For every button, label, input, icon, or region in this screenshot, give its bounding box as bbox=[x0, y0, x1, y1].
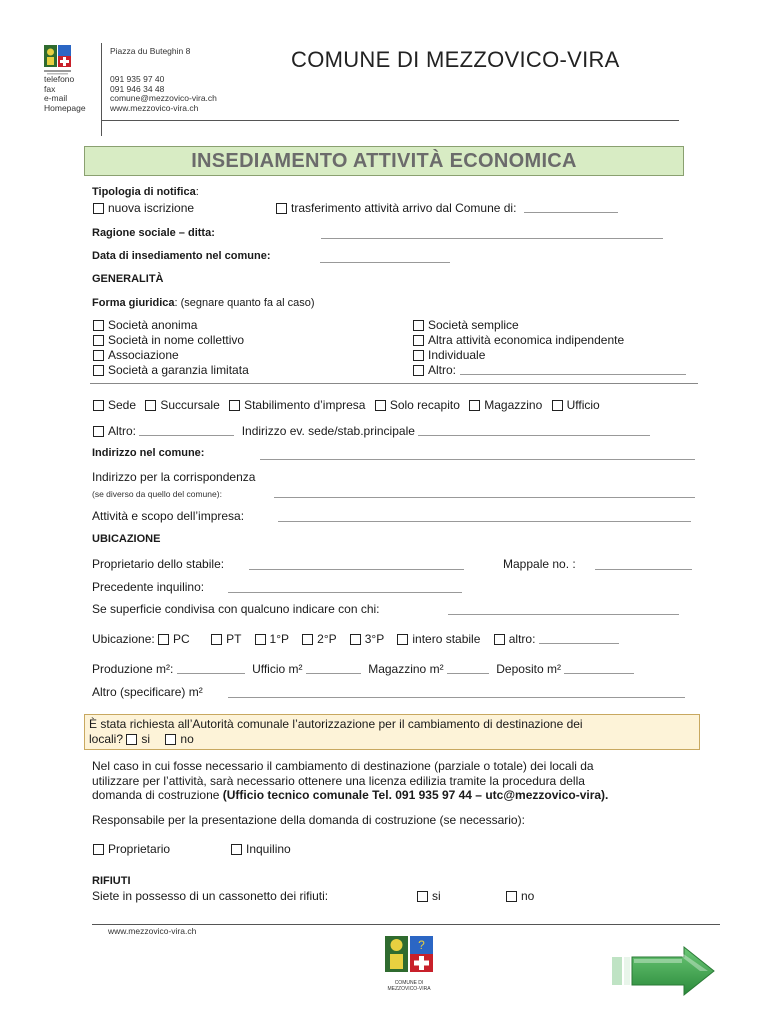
attivita-label: Attività e scopo dell’impresa: bbox=[92, 509, 245, 523]
header-logo bbox=[43, 44, 73, 76]
value-email[interactable]: comune@mezzovico-vira.ch bbox=[110, 93, 217, 103]
rifiuti-heading: RIFIUTI bbox=[92, 875, 131, 887]
magazzino-mq-label: Magazzino m² bbox=[368, 662, 444, 676]
altro-forma-field[interactable] bbox=[460, 373, 686, 375]
option-inquilino: Inquilino bbox=[246, 842, 291, 856]
footer-logo-caption: COMUNE DI MEZZOVICO-VIRA bbox=[387, 980, 431, 992]
ubicazione-label: Ubicazione: bbox=[92, 632, 155, 646]
value-homepage[interactable]: www.mezzovico-vira.ch bbox=[110, 102, 199, 113]
altro-sede-field[interactable] bbox=[139, 434, 234, 436]
checkbox-societa-garanzia-limitata[interactable] bbox=[93, 365, 104, 376]
label-fax: fax bbox=[44, 83, 56, 94]
mappale-field[interactable] bbox=[595, 569, 692, 570]
header-address: Piazza du Buteghin 8 bbox=[110, 46, 191, 56]
magazzino-mq-field[interactable] bbox=[447, 672, 489, 674]
superficie-condivisa-field[interactable] bbox=[448, 614, 679, 615]
option-magazzino: Magazzino bbox=[484, 398, 543, 412]
form-title: INSEDIAMENTO ATTIVITÀ ECONOMICA bbox=[191, 150, 577, 172]
value-telefono: 091 935 97 40 bbox=[110, 74, 165, 84]
tipologia-label: Tipologia di notifica bbox=[92, 186, 196, 198]
ufficio-mq-label: Ufficio m² bbox=[252, 662, 303, 676]
ubicazione-heading: UBICAZIONE bbox=[92, 533, 161, 545]
option-ufficio: Ufficio bbox=[566, 398, 600, 412]
form-title-bar bbox=[84, 146, 684, 176]
checkbox-nuova-iscrizione[interactable] bbox=[93, 203, 104, 214]
indirizzo-sede-label: Indirizzo ev. sede/stab.principale bbox=[241, 424, 415, 438]
option-stabilimento: Stabilimento d’impresa bbox=[244, 398, 366, 412]
checkbox-1p[interactable] bbox=[255, 634, 266, 645]
checkbox-altro-ubicazione[interactable] bbox=[494, 634, 505, 645]
option-2p: 2°P bbox=[317, 632, 337, 646]
checkbox-individuale[interactable] bbox=[413, 350, 424, 361]
indirizzo-corrispondenza-field[interactable] bbox=[274, 497, 695, 498]
checkbox-proprietario[interactable] bbox=[93, 844, 104, 855]
responsabile-label: Responsabile per la presentazione della domanda di costruzione (se necessario): bbox=[92, 813, 525, 827]
indirizzo-corrispondenza-hint: (se diverso da quello del comune): bbox=[92, 489, 222, 499]
deposito-mq-field[interactable] bbox=[564, 672, 634, 674]
checkbox-societa-anonima[interactable] bbox=[93, 320, 104, 331]
indirizzo-comune-field[interactable] bbox=[260, 459, 695, 460]
data-insediamento-label: Data di insediamento nel comune: bbox=[92, 250, 271, 262]
nota-line-2: utilizzare per l’attività, sarà necessario ottenere una licenza edilizia tramite la procedura della bbox=[92, 773, 585, 788]
checkbox-altra-attivita[interactable] bbox=[413, 335, 424, 346]
checkbox-altro-forma[interactable] bbox=[413, 365, 424, 376]
attivita-field[interactable] bbox=[278, 521, 691, 522]
ragione-sociale-label: Ragione sociale – ditta: bbox=[92, 227, 215, 239]
forma-giuridica-label: Forma giuridica bbox=[92, 297, 175, 309]
header-divider bbox=[101, 43, 102, 136]
indirizzo-comune-label: Indirizzo nel comune: bbox=[92, 447, 205, 459]
autorizzazione-question-cont: locali? bbox=[89, 732, 124, 746]
forma-giuridica-hint: : (segnare quanto fa al caso) bbox=[174, 297, 315, 309]
checkbox-inquilino[interactable] bbox=[231, 844, 242, 855]
svg-text:?: ? bbox=[418, 938, 425, 952]
checkbox-2p[interactable] bbox=[302, 634, 313, 645]
label-telefono: telefono bbox=[44, 74, 75, 84]
option-associazione: Associazione bbox=[108, 348, 179, 362]
autorizzazione-question: È stata richiesta all’Autorità comunale l’autorizzazione per il cambiamento di destinazione dei bbox=[89, 717, 583, 731]
checkbox-societa-nome-collettivo[interactable] bbox=[93, 335, 104, 346]
data-insediamento-field[interactable] bbox=[320, 262, 450, 263]
checkbox-pc[interactable] bbox=[158, 634, 169, 645]
footer-logo bbox=[384, 935, 434, 992]
deposito-mq-label: Deposito m² bbox=[496, 662, 561, 676]
checkbox-solo-recapito[interactable] bbox=[375, 400, 386, 411]
checkbox-stabilimento[interactable] bbox=[229, 400, 240, 411]
option-intero-stabile: intero stabile bbox=[412, 632, 481, 646]
checkbox-ufficio[interactable] bbox=[552, 400, 563, 411]
option-solo-recapito: Solo recapito bbox=[389, 398, 460, 412]
checkbox-autorizzazione-no[interactable] bbox=[165, 734, 176, 745]
option-pt: PT bbox=[226, 632, 242, 646]
superficie-condivisa-label: Se superficie condivisa con qualcuno indicare con chi: bbox=[92, 602, 380, 616]
proprietario-label: Proprietario dello stabile: bbox=[92, 557, 225, 571]
checkbox-societa-semplice[interactable] bbox=[413, 320, 424, 331]
option-trasferimento: trasferimento attività arrivo dal Comune di: bbox=[291, 201, 517, 215]
precedente-inquilino-label: Precedente inquilino: bbox=[92, 580, 205, 594]
option-rifiuti-si: si bbox=[432, 889, 441, 903]
nota-line-3: domanda di costruzione bbox=[92, 788, 220, 802]
mappale-label: Mappale no. : bbox=[503, 557, 576, 571]
option-proprietario: Proprietario bbox=[108, 842, 171, 856]
checkbox-associazione[interactable] bbox=[93, 350, 104, 361]
checkbox-succursale[interactable] bbox=[145, 400, 156, 411]
checkbox-autorizzazione-si[interactable] bbox=[126, 734, 137, 745]
checkbox-trasferimento[interactable] bbox=[276, 203, 287, 214]
generalita-heading: GENERALITÀ bbox=[92, 273, 164, 285]
section-divider bbox=[90, 383, 698, 384]
ufficio-mq-field[interactable] bbox=[306, 672, 361, 674]
label-email: e-mail bbox=[44, 93, 68, 103]
footer-rule bbox=[92, 924, 720, 925]
indirizzo-sede-field[interactable] bbox=[418, 434, 650, 436]
page-title: COMUNE DI MEZZOVICO-VIRA bbox=[291, 47, 620, 72]
option-1p: 1°P bbox=[269, 632, 289, 646]
altro-mq-field[interactable] bbox=[228, 697, 685, 698]
ragione-sociale-field[interactable] bbox=[321, 238, 663, 239]
header-rule bbox=[101, 120, 679, 121]
option-altra-attivita: Altra attività economica indipendente bbox=[428, 333, 625, 347]
label-homepage: Homepage bbox=[44, 102, 86, 113]
nota-contatto-utc: (Ufficio tecnico comunale Tel. 091 935 97 44 – utc@mezzovico-vira). bbox=[222, 788, 609, 802]
checkbox-magazzino[interactable] bbox=[469, 400, 480, 411]
autorizzazione-box bbox=[84, 714, 700, 750]
checkbox-rifiuti-si[interactable] bbox=[417, 891, 428, 902]
option-sede: Sede bbox=[108, 398, 137, 412]
checkbox-altro-sede[interactable] bbox=[93, 426, 104, 437]
checkbox-pt[interactable] bbox=[211, 634, 222, 645]
proprietario-field[interactable] bbox=[249, 569, 464, 570]
option-autorizzazione-si: si bbox=[141, 732, 151, 746]
option-altro-ubicazione: altro: bbox=[508, 632, 536, 646]
option-3p: 3°P bbox=[364, 632, 385, 646]
footer-url[interactable]: www.mezzovico-vira.ch bbox=[108, 926, 197, 936]
option-autorizzazione-no: no bbox=[180, 732, 194, 746]
produzione-field[interactable] bbox=[177, 672, 245, 674]
option-nuova-iscrizione: nuova iscrizione bbox=[108, 201, 195, 215]
option-rifiuti-no: no bbox=[521, 889, 535, 903]
option-pc: PC bbox=[173, 632, 190, 646]
altro-mq-label: Altro (specificare) m² bbox=[92, 685, 203, 699]
nota-line-1: Nel caso in cui fosse necessario il cambiamento di destinazione (parziale o totale) dei locali da bbox=[92, 759, 594, 773]
option-altro-forma: Altro: bbox=[428, 363, 457, 377]
option-societa-nome-collettivo: Società in nome collettivo bbox=[108, 333, 245, 347]
option-societa-garanzia-limitata: Società a garanzia limitata bbox=[108, 363, 249, 377]
produzione-label: Produzione m²: bbox=[92, 662, 174, 676]
option-succursale: Succursale bbox=[160, 398, 220, 412]
indirizzo-corrispondenza-label: Indirizzo per la corrispondenza bbox=[92, 470, 256, 484]
checkbox-rifiuti-no[interactable] bbox=[506, 891, 517, 902]
option-societa-anonima: Società anonima bbox=[108, 318, 198, 332]
precedente-inquilino-field[interactable] bbox=[228, 592, 462, 593]
value-fax: 091 946 34 48 bbox=[110, 83, 165, 94]
rifiuti-question: Siete in possesso di un cassonetto dei rifiuti: bbox=[92, 889, 329, 903]
option-individuale: Individuale bbox=[428, 348, 486, 362]
checkbox-3p[interactable] bbox=[350, 634, 361, 645]
next-arrow-icon[interactable] bbox=[610, 945, 716, 997]
option-altro-sede: Altro: bbox=[108, 424, 137, 438]
checkbox-intero-stabile[interactable] bbox=[397, 634, 408, 645]
option-societa-semplice: Società semplice bbox=[428, 318, 519, 332]
checkbox-sede[interactable] bbox=[93, 400, 104, 411]
comune-provenienza-field[interactable] bbox=[524, 211, 618, 213]
altro-ubicazione-field[interactable] bbox=[539, 642, 619, 644]
